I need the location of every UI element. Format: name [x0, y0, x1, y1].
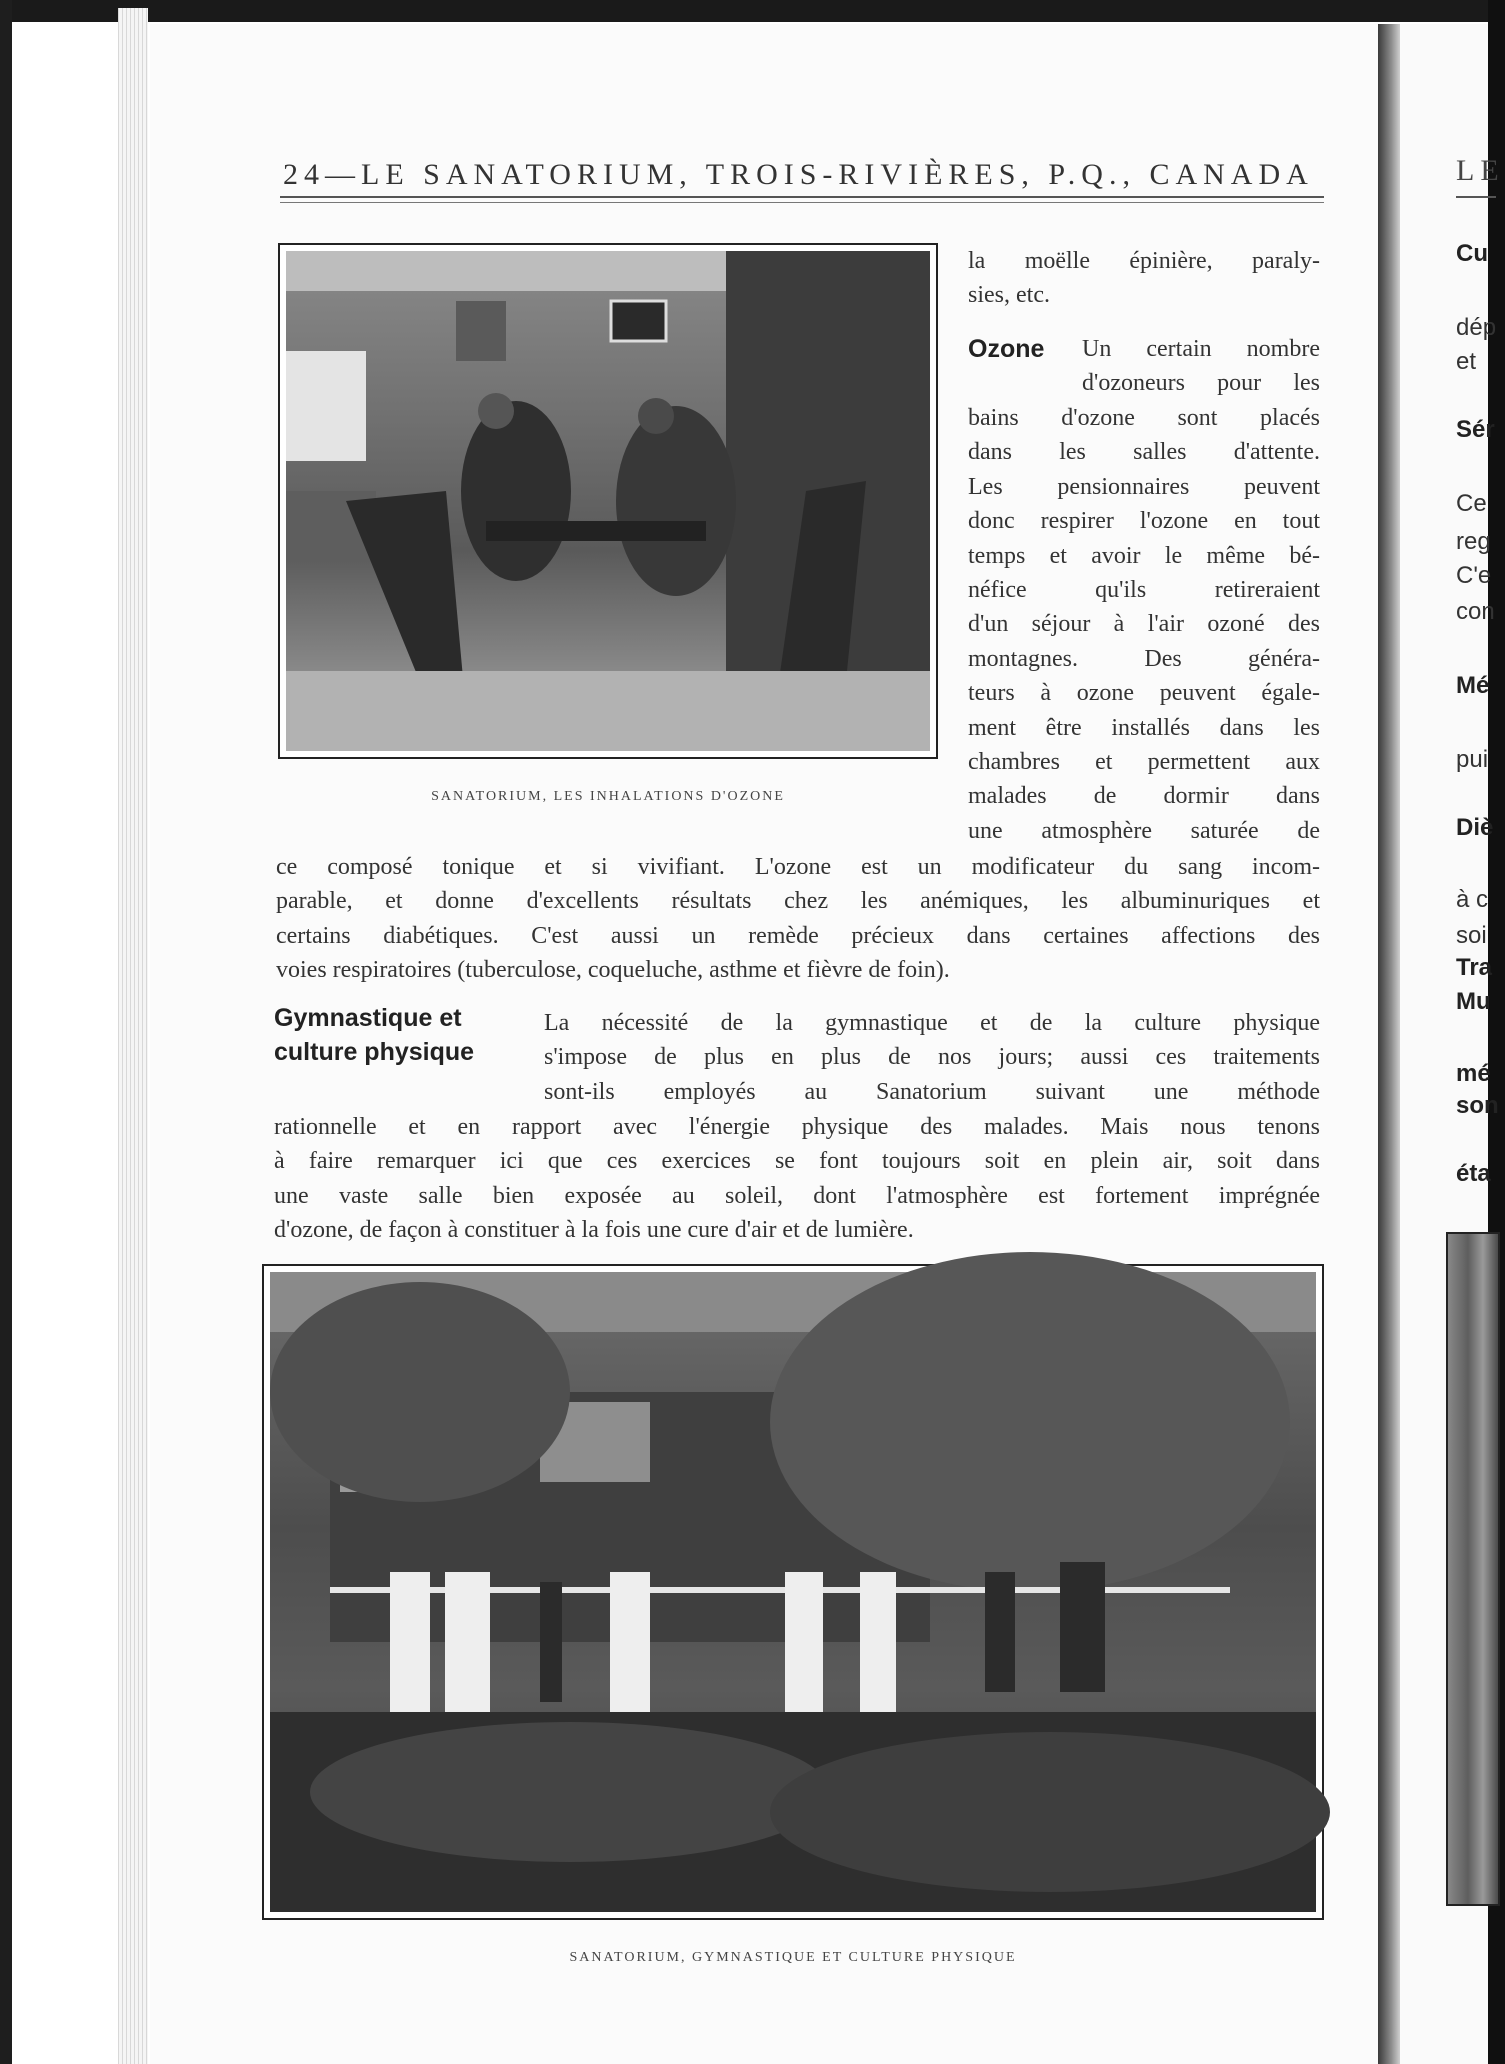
right-text-7: C'e: [1456, 562, 1492, 589]
text-line: sont-ils employés au Sanatorium suivant une méthode: [544, 1078, 1320, 1105]
text-line: une vaste salle bien exposée au soleil, dont l'atmosphère est fortement imprégnée: [274, 1182, 1320, 1209]
scan-top-border: [0, 0, 1488, 22]
photo-ozone-drawing: [286, 251, 930, 751]
gym-heading-line1: Gymnastique et: [274, 1004, 462, 1032]
text-line: chambres et permettent aux: [968, 748, 1320, 775]
right-text-1: Cu: [1456, 240, 1488, 267]
book-gutter: [1378, 24, 1400, 2064]
text-line: parable, et donne d'excellents résultats chez les anémiques, les albuminuriques et: [276, 888, 1320, 915]
right-text-3: et: [1456, 348, 1477, 375]
text-line: voies respiratoires (tuberculose, coqueluche, asthme et fièvre de foin).: [276, 957, 950, 984]
text-line: ce composé tonique et si vivifiant. L'ozone est un modificateur du sang incom-: [276, 854, 1320, 880]
right-text-10: pui: [1456, 746, 1489, 773]
ozone-heading: Ozone: [968, 335, 1045, 363]
gym-paragraph-full: [274, 1110, 1320, 1248]
ozone-paragraph-column: [968, 401, 1320, 848]
right-text-11: Diè: [1456, 814, 1494, 841]
text-line: néfice qu'ils retireraient: [968, 576, 1320, 603]
right-text-12: à c: [1456, 886, 1489, 913]
column-text: [968, 244, 1320, 313]
text-line: La nécessité de la gymnastique et de la culture physique: [544, 1010, 1320, 1036]
text-line: la moëlle épinière, paraly-: [968, 248, 1320, 274]
text-line: sies, etc.: [968, 282, 1050, 309]
right-page-photo: [1446, 1232, 1500, 1906]
text-line: ment être installés dans les: [968, 714, 1320, 741]
text-line: d'ozoneurs pour les: [1082, 370, 1320, 397]
right-page-header: LE: [1456, 154, 1505, 187]
text-line: Un certain nombre: [1082, 336, 1320, 362]
photo-ozone-caption: SANATORIUM, LES INHALATIONS D'OZONE: [431, 789, 785, 804]
right-text-9: Mé: [1456, 672, 1490, 699]
right-text-13: soi: [1456, 922, 1487, 949]
right-text-17: son: [1456, 1092, 1499, 1119]
right-text-16: mé: [1456, 1060, 1491, 1087]
right-text-8: con: [1456, 598, 1495, 625]
right-text-14: Tra: [1456, 954, 1493, 981]
text-line: teurs à ozone peuvent égale-: [968, 680, 1320, 707]
photo-gym-image: [270, 1272, 1316, 1912]
header-rule-thin: [280, 202, 1324, 203]
ozone-paragraph-full: [276, 850, 1320, 988]
running-header: 24—LE SANATORIUM, TROIS-RIVIÈRES, P.Q., CANADA: [283, 158, 1314, 191]
right-page: [1400, 24, 1505, 2064]
text-line: bains d'ozone sont placés: [968, 405, 1320, 431]
gym-heading-line2: culture physique: [274, 1038, 475, 1066]
photo-gymnastics: [262, 1264, 1324, 1920]
right-text-5: Ce: [1456, 490, 1487, 517]
right-page-rule: [1456, 196, 1496, 198]
text-line: donc respirer l'ozone en tout: [968, 508, 1320, 535]
photo-ozone-inhalations: [278, 243, 938, 759]
right-text-15: Mu: [1456, 988, 1491, 1015]
text-line: à faire remarquer ici que ces exercices se font toujours soit en plein air, soit dans: [274, 1148, 1320, 1175]
scan-left-border: [0, 0, 12, 2064]
header-rule: [280, 196, 1324, 198]
right-text-2: dép: [1456, 314, 1497, 341]
text-line: Les pensionnaires peuvent: [968, 473, 1320, 500]
text-line: temps et avoir le même bé-: [968, 542, 1320, 569]
gym-paragraph-indent: [544, 1006, 1320, 1109]
photo-gym-caption: SANATORIUM, GYMNASTIQUE ET CULTURE PHYSIQUE: [569, 1950, 1017, 1965]
text-line: malades de dormir dans: [968, 783, 1320, 810]
text-line: certains diabétiques. C'est aussi un remède précieux dans certaines affections des: [276, 922, 1320, 949]
photo-gym-drawing: [270, 1272, 1316, 1912]
right-text-6: reg: [1456, 528, 1491, 555]
photo-ozone-image: [286, 251, 930, 751]
right-text-4: Sér: [1456, 416, 1495, 443]
text-line: s'impose de plus en plus de nos jours; aussi ces traitements: [544, 1044, 1320, 1071]
text-line: d'ozone, de façon à constituer à la fois une cure d'air et de lumière.: [274, 1217, 914, 1244]
text-line: montagnes. Des généra-: [968, 645, 1320, 672]
text-line: rationnelle et en rapport avec l'énergie physique des malades. Mais nous tenons: [274, 1114, 1320, 1140]
text-line: dans les salles d'attente.: [968, 439, 1320, 466]
text-line: une atmosphère saturée de: [968, 817, 1320, 844]
ozone-paragraph-indent: [1082, 332, 1320, 401]
page-stack-edges: [118, 8, 148, 2064]
text-line: d'un séjour à l'air ozoné des: [968, 611, 1320, 638]
right-text-18: éta: [1456, 1160, 1491, 1187]
